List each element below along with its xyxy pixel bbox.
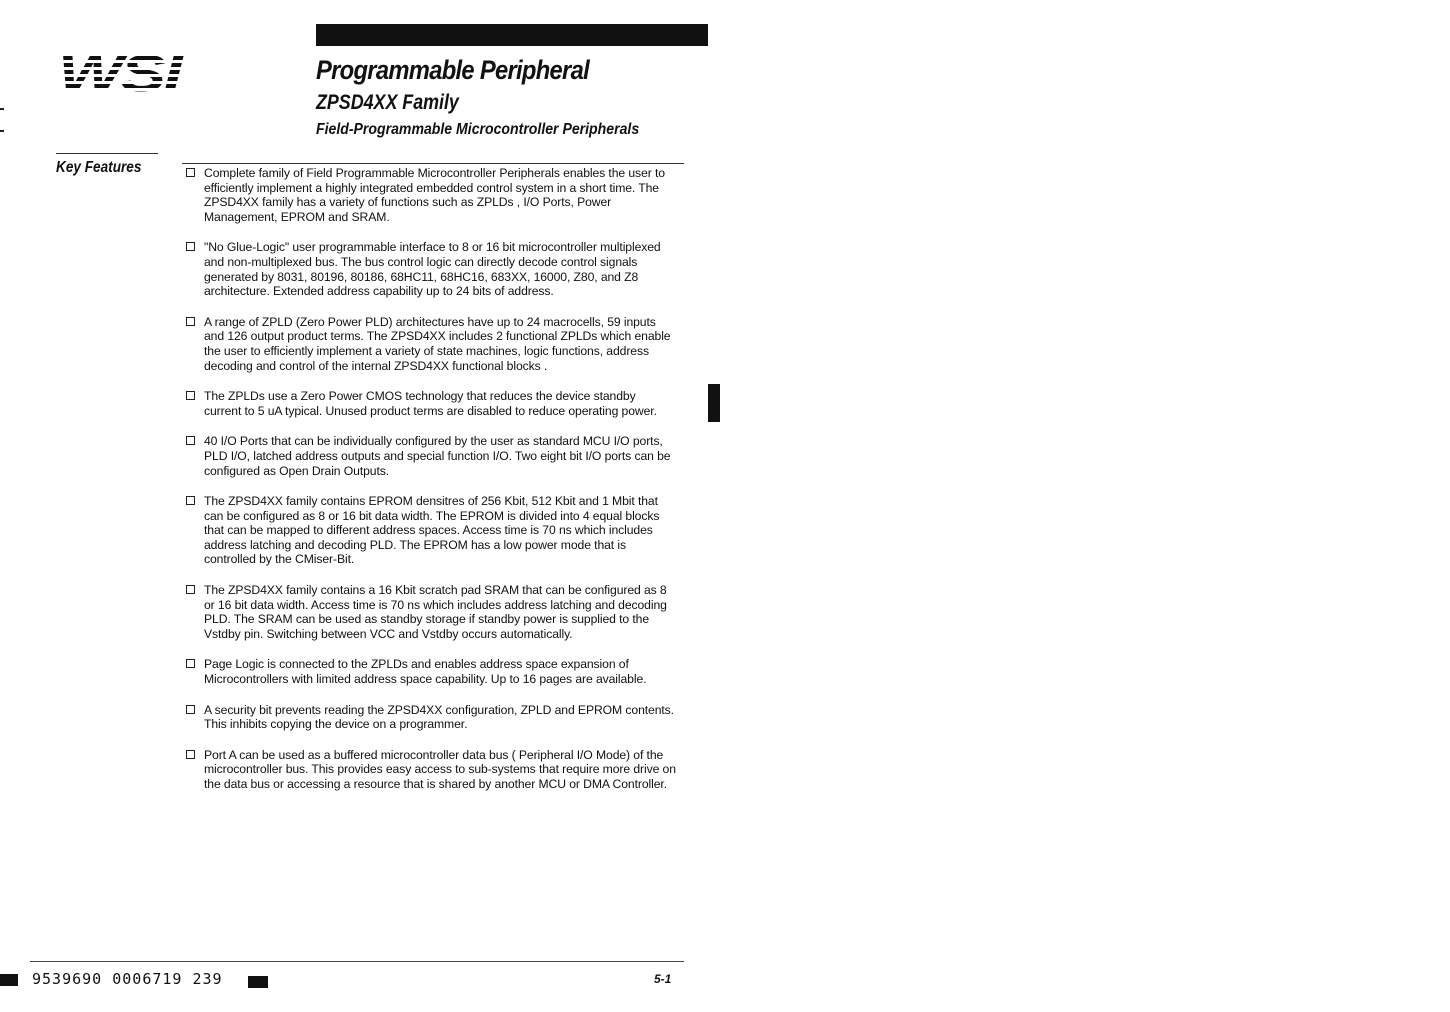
- title-block: [316, 55, 706, 141]
- wsi-logo: [56, 47, 186, 97]
- feature-text: The ZPLDs use a Zero Power CMOS technology that reduces the device standby current to 5 uA typical. Unused product terms are disabled to reduce operating power.: [204, 389, 657, 418]
- feature-text: Complete family of Field Programmable Microcontroller Peripherals enables the user to efficiently implement a highly integrated embedded control system in a short time. The ZPSD4XX family has a variety of functions such as ZPLDs , I/O Ports, Power Management, EPROM and SRAM.: [204, 166, 665, 224]
- checkbox-bullet-icon: [186, 391, 195, 400]
- feature-item: [186, 583, 676, 641]
- feature-item: [186, 748, 676, 792]
- checkbox-bullet-icon: [186, 168, 195, 177]
- feature-text: Port A can be used as a buffered microcontroller data bus ( Peripheral I/O Mode) of the microcontroller bus. This provides easy access to sub-systems that require more drive on the data bus or accessing a resource that is shared by another MCU or DMA Controller.: [204, 747, 676, 791]
- feature-item: [186, 434, 676, 478]
- footer-marker: [0, 974, 18, 986]
- feature-item: [186, 315, 676, 373]
- checkbox-bullet-icon: [186, 659, 195, 668]
- feature-item: [186, 389, 676, 418]
- checkbox-bullet-icon: [186, 436, 195, 445]
- section-tab-number: 5: [1420, 774, 1431, 794]
- page-subtitle: ZPSD4XX Family: [316, 91, 459, 114]
- checkbox-bullet-icon: [186, 496, 195, 505]
- feature-item: [186, 240, 676, 298]
- feature-text: The ZPSD4XX family contains EPROM densitres of 256 Kbit, 512 Kbit and 1 Mbit that can be configured as 8 or 16 bit data width. The EPROM is divided into 4 equal blocks that can be mapped to different address spaces. Access time is 70 ns which includes address latching and decoding PLD. The EPROM has a low power mode that is controlled by the CMiser-Bit.: [204, 494, 660, 567]
- header-black-bar: [316, 24, 708, 46]
- feature-text: Page Logic is connected to the ZPLDs and enables address space expansion of Microcontrollers with limited address space capability. Up to 16 pages are available.: [204, 657, 647, 687]
- feature-text: "No Glue-Logic" user programmable interface to 8 or 16 bit microcontroller multiplexed and non-multiplexed bus. The bus control logic can directly decode control signals generated by 8031, 80196, 80186, 68HC11, 68HC16, 683XX, 16000, Z80, and Z8 architecture. Extended address capability up to 24 bits of address.: [204, 240, 661, 299]
- feature-text: A security bit prevents reading the ZPSD4XX configuration, ZPLD and EPROM contents. This inhibits copying the device on a programmer.: [204, 702, 674, 732]
- section-tab: [708, 384, 1431, 794]
- margin-ticks: [0, 108, 4, 152]
- feature-item: [186, 166, 676, 224]
- checkbox-bullet-icon: [186, 585, 195, 594]
- feature-item: [186, 703, 676, 732]
- checkbox-bullet-icon: [186, 705, 195, 714]
- key-features-heading: Key Features: [56, 159, 142, 176]
- checkbox-bullet-icon: [186, 242, 195, 251]
- checkbox-bullet-icon: [186, 750, 195, 759]
- feature-text: The ZPSD4XX family contains a 16 Kbit scratch pad SRAM that can be configured as 8 or 16 bit data width. Access time is 70 ns which includes address latching and decoding PLD. The SRAM can be used as standby storage if standby power is supplied to the Vstdby pin. Switching between VCC and Vstdby occurs automatically.: [204, 583, 667, 641]
- feature-item: [186, 657, 676, 686]
- checkbox-bullet-icon: [186, 317, 195, 326]
- page-title: Programmable Peripheral: [316, 55, 590, 85]
- feature-text: 40 I/O Ports that can be individually configured by the user as standard MCU I/O ports, PLD I/O, latched address outputs and special function I/O. Two eight bit I/O ports can be configured as Open Drain Outputs.: [204, 434, 671, 478]
- feature-list: [186, 166, 676, 792]
- heading-rule: [56, 153, 158, 154]
- footer-rule: [30, 961, 684, 962]
- page-subtitle-secondary: Field-Programmable Microcontroller Peripherals: [316, 121, 640, 138]
- feature-item: [186, 494, 676, 567]
- page-number: 5-1: [654, 972, 672, 986]
- content-rule: [182, 163, 684, 164]
- barcode-block: [248, 976, 268, 988]
- barcode-text: 9539690 0006719 239: [32, 970, 223, 988]
- feature-text: A range of ZPLD (Zero Power PLD) architectures have up to 24 macrocells, 59 inputs and 126 output product terms. The ZPSD4XX includes 2 functional ZPLDs which enable the user to efficiently implement a variety of state machines, logic functions, address decoding and control of the internal ZPSD4XX functional blocks .: [204, 314, 671, 373]
